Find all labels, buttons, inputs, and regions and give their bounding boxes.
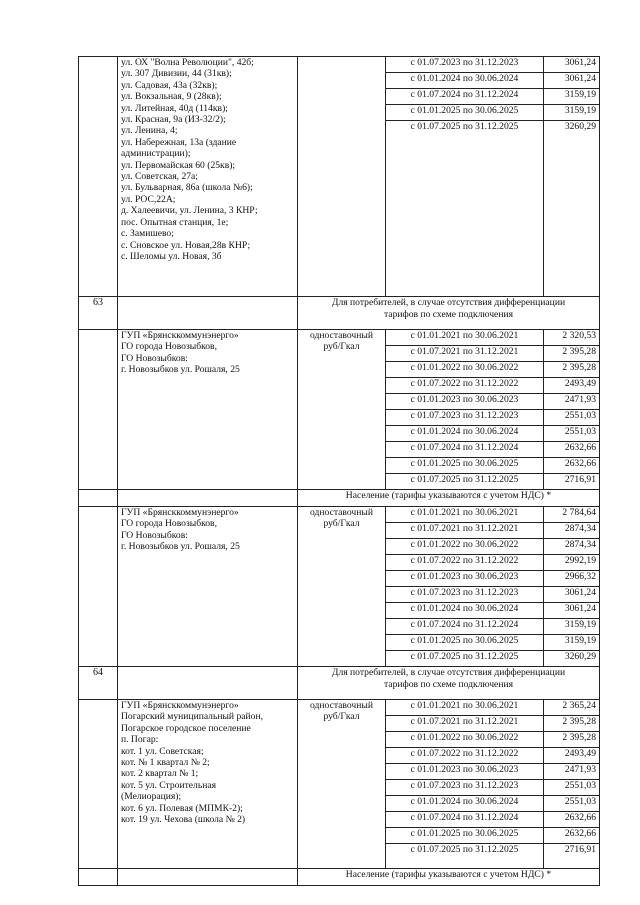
period-cell: с 01.01.2024 по 30.06.2024: [386, 796, 544, 812]
period-cell: с 01.07.2025 по 31.12.2025: [386, 651, 544, 667]
address-line: с. Замишево;: [121, 228, 174, 240]
section-header-text: [298, 667, 600, 700]
tariff-type-cell: [298, 507, 386, 667]
section-header-row: [79, 667, 600, 700]
tariff-value-cell: 2632,66: [544, 828, 600, 844]
organization-line: ГУП «Брянсккоммунэнерго»: [121, 700, 239, 711]
organization-line: ГУП «Брянсккоммунэнерго»: [121, 330, 239, 341]
tariff-value-cell: 3061,24: [544, 587, 600, 603]
period-cell: с 01.07.2023 по 31.12.2023: [386, 410, 544, 426]
table-row: [79, 507, 600, 523]
section-number: 63: [79, 297, 118, 330]
tariff-value-cell: 2874,34: [544, 539, 600, 555]
period-cell: с 01.07.2024 по 31.12.2024: [386, 89, 544, 105]
period-cell: с 01.07.2025 по 31.12.2025: [386, 121, 544, 297]
period-cell: с 01.07.2022 по 31.12.2022: [386, 555, 544, 571]
period-cell: с 01.07.2024 по 31.12.2024: [386, 442, 544, 458]
address-line: ул. Бульварная, 86а (школа №6);: [121, 182, 253, 194]
address-line: ул. Вокзальная, 9 (28кв);: [121, 91, 222, 103]
period-cell: с 01.01.2024 по 30.06.2024: [386, 603, 544, 619]
organization-cell: [118, 700, 298, 869]
address-line: ул. Красная, 9а (ИЗ-32/2);: [121, 114, 226, 126]
period-cell: с 01.01.2025 по 30.06.2025: [386, 635, 544, 651]
tariff-type-line: руб/Гкал: [323, 341, 360, 353]
address-line: ул. Ленина, 4;: [121, 125, 178, 137]
period-cell: с 01.07.2025 по 31.12.2025: [386, 474, 544, 490]
organization-line: ГО Новозыбков:: [121, 529, 188, 541]
period-cell: с 01.07.2022 по 31.12.2022: [386, 378, 544, 394]
period-cell: с 01.01.2022 по 30.06.2022: [386, 362, 544, 378]
tariff-value-cell: 3061,24: [544, 73, 600, 89]
tariff-value-cell: 2551,03: [544, 426, 600, 442]
tariff-value-cell: 2471,93: [544, 764, 600, 780]
tariff-value-cell: 2632,66: [544, 812, 600, 828]
number-cell: [79, 57, 118, 297]
address-line: д. Халеевичи, ул. Ленина, 3 КНР;: [121, 205, 258, 217]
period-cell: с 01.01.2023 по 30.06.2023: [386, 571, 544, 587]
period-cell: с 01.01.2024 по 30.06.2024: [386, 73, 544, 89]
period-cell: с 01.07.2024 по 31.12.2024: [386, 812, 544, 828]
population-row: [79, 490, 600, 507]
population-row: [79, 869, 600, 886]
period-cell: с 01.01.2022 по 30.06.2022: [386, 732, 544, 748]
period-cell: с 01.07.2025 по 31.12.2025: [386, 844, 544, 869]
period-cell: с 01.01.2025 по 30.06.2025: [386, 828, 544, 844]
organization-line: г. Новозыбков ул. Рошаля, 25: [121, 364, 240, 376]
period-cell: с 01.01.2025 по 30.06.2025: [386, 105, 544, 121]
tariff-value-cell: 2471,93: [544, 394, 600, 410]
table-row: [79, 57, 600, 73]
organization-line: ГО города Новозыбков,: [121, 518, 217, 530]
organization-line: кот. 2 квартал № 1;: [121, 768, 199, 780]
period-cell: с 01.01.2021 по 30.06.2021: [386, 330, 544, 346]
number-cell: [79, 507, 118, 667]
tariff-value-cell: 2 365,24: [544, 700, 600, 716]
population-note: Население (тарифы указываются с учетом НДС) *: [298, 869, 600, 886]
tariff-value-cell: 3159,19: [544, 635, 600, 651]
period-cell: с 01.07.2023 по 31.12.2023: [386, 780, 544, 796]
empty-cell: [118, 490, 298, 507]
tariff-value-cell: 2632,66: [544, 442, 600, 458]
period-cell: с 01.07.2023 по 31.12.2023: [386, 587, 544, 603]
period-cell: с 01.01.2023 по 30.06.2023: [386, 764, 544, 780]
empty-cell: [118, 869, 298, 886]
address-line: ул. Литейная, 40д (114кв);: [121, 102, 228, 114]
address-line: с. Шеломы ул. Новая, 3б: [121, 250, 222, 262]
tariff-value-cell: 2493,49: [544, 748, 600, 764]
organization-line: г. Новозыбков ул. Рошаля, 25: [121, 541, 240, 553]
tariff-type-line: руб/Гкал: [323, 518, 360, 530]
section-header-text: [298, 297, 600, 330]
empty-cell: [118, 667, 298, 700]
number-cell: [79, 700, 118, 869]
organization-line: Погарское городское поселение: [121, 722, 251, 734]
organization-cell: [118, 330, 298, 490]
tariff-value-cell: 3159,19: [544, 619, 600, 635]
address-line: ул. Первомайская 60 (25кв);: [121, 159, 236, 171]
number-cell: [79, 330, 118, 490]
period-cell: с 01.07.2023 по 31.12.2023: [386, 57, 544, 73]
header-line: Для потребителей, в случае отсутствия дифференциации: [331, 667, 566, 678]
period-cell: с 01.01.2025 по 30.06.2025: [386, 458, 544, 474]
address-list-cell: [118, 57, 298, 297]
period-cell: с 01.07.2022 по 31.12.2022: [386, 748, 544, 764]
tariff-table-body: [79, 57, 600, 886]
tariff-value-cell: 2551,03: [544, 410, 600, 426]
tariff-value-cell: 2551,03: [544, 780, 600, 796]
period-cell: с 01.01.2021 по 30.06.2021: [386, 507, 544, 523]
address-line: ул. Набережная, 13а (здание: [121, 136, 237, 148]
tariff-type-line: одноставочный: [310, 700, 373, 711]
tariff-type-line: одноставочный: [310, 330, 373, 341]
period-cell: с 01.01.2024 по 30.06.2024: [386, 426, 544, 442]
period-cell: с 01.07.2024 по 31.12.2024: [386, 619, 544, 635]
tariff-value-cell: 2992,19: [544, 555, 600, 571]
organization-line: кот. № 1 квартал № 2;: [121, 757, 210, 769]
tariff-type-line: руб/Гкал: [323, 711, 360, 723]
address-line: администрации);: [121, 148, 191, 160]
tariff-value-cell: 2632,66: [544, 458, 600, 474]
tariff-value-cell: 3260,29: [544, 121, 600, 297]
tariff-value-cell: 2 395,28: [544, 346, 600, 362]
table-row: [79, 700, 600, 716]
period-cell: с 01.01.2021 по 30.06.2021: [386, 700, 544, 716]
empty-cell: [118, 297, 298, 330]
organization-line: ГО Новозыбков:: [121, 352, 188, 364]
address-line: ул. 307 Дивизии, 44 (31кв);: [121, 68, 232, 80]
section-number: 64: [79, 667, 118, 700]
address-line: ул. Садовая, 43а (32кв);: [121, 79, 218, 91]
empty-cell: [79, 869, 118, 886]
tariff-value-cell: 3061,24: [544, 603, 600, 619]
tariff-table: [78, 56, 600, 886]
tariff-value-cell: 2493,49: [544, 378, 600, 394]
organization-line: кот. 6 ул. Полевая (МПМК-2);: [121, 802, 243, 814]
tariff-value-cell: 2874,34: [544, 523, 600, 539]
period-cell: с 01.07.2021 по 31.12.2021: [386, 346, 544, 362]
address-line: ул. Советская, 27а;: [121, 171, 198, 183]
tariff-value-cell: 2716,91: [544, 474, 600, 490]
tariff-value-cell: 3260,29: [544, 651, 600, 667]
tariff-value-cell: 2 395,28: [544, 716, 600, 732]
tariff-type-cell: [298, 700, 386, 869]
tariff-type-line: одноставочный: [310, 507, 373, 518]
tariff-value-cell: 2551,03: [544, 796, 600, 812]
period-cell: с 01.01.2023 по 30.06.2023: [386, 394, 544, 410]
tariff-value-cell: 2 395,28: [544, 362, 600, 378]
organization-line: кот. 1 ул. Советская;: [121, 745, 204, 757]
tariff-value-cell: 2 395,28: [544, 732, 600, 748]
period-cell: с 01.07.2021 по 31.12.2021: [386, 523, 544, 539]
organization-line: ГО города Новозыбков,: [121, 341, 217, 353]
header-line: тарифов по схеме подключения: [384, 308, 513, 320]
table-row: [79, 330, 600, 346]
organization-line: ГУП «Брянсккоммунэнерго»: [121, 507, 239, 518]
empty-cell: [79, 490, 118, 507]
tariff-value-cell: 3159,19: [544, 89, 600, 105]
tariff-value-cell: 2 320,53: [544, 330, 600, 346]
address-line: с. Сновское ул. Новая,28в КНР;: [121, 239, 251, 251]
tariff-value-cell: 3061,24: [544, 57, 600, 73]
address-line: ул. РОС,22А;: [121, 193, 176, 205]
period-cell: с 01.07.2021 по 31.12.2021: [386, 716, 544, 732]
tariff-value-cell: 3159,19: [544, 105, 600, 121]
header-line: Для потребителей, в случае отсутствия дифференциации: [331, 297, 566, 308]
section-header-row: [79, 297, 600, 330]
organization-line: п. Погар:: [121, 734, 159, 746]
tariff-value-cell: 2 784,64: [544, 507, 600, 523]
organization-line: кот. 19 ул. Чехова (школа № 2): [121, 814, 246, 826]
tariff-value-cell: 2966,32: [544, 571, 600, 587]
organization-cell: [118, 507, 298, 667]
period-cell: с 01.01.2022 по 30.06.2022: [386, 539, 544, 555]
tariff-type-cell: [298, 330, 386, 490]
address-line: ул. ОХ "Волна Революции", 42б;: [121, 57, 254, 68]
organization-line: (Мелиорация);: [121, 791, 182, 803]
address-line: пос. Опытная станция, 1е;: [121, 216, 229, 228]
organization-line: Погарский муниципальный район,: [121, 711, 263, 723]
header-line: тарифов по схеме подключения: [384, 678, 513, 690]
population-note: Население (тарифы указываются с учетом НДС) *: [298, 490, 600, 507]
unit-cell: [298, 57, 386, 297]
organization-line: кот. 5 ул. Строительная: [121, 779, 216, 791]
tariff-value-cell: 2716,91: [544, 844, 600, 869]
